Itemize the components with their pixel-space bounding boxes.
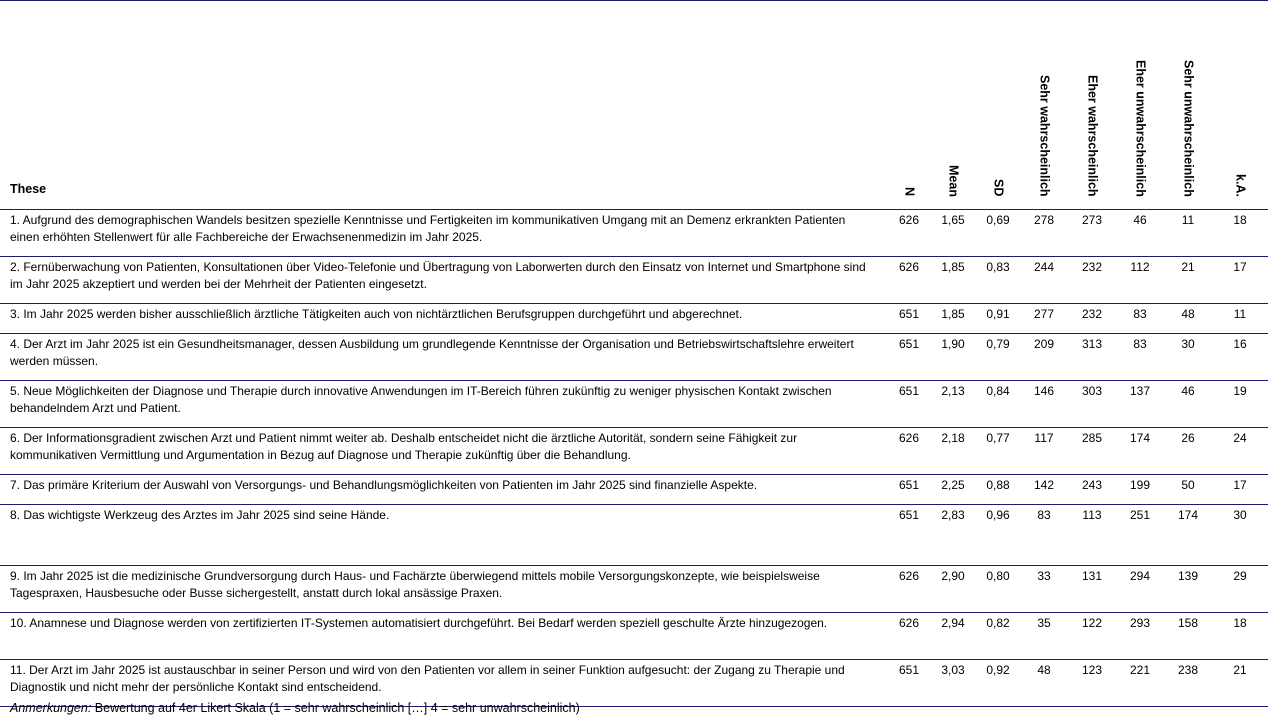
header-eher-wahrscheinlich bbox=[1068, 1, 1116, 210]
cell-sehr-unwahrscheinlich: 30 bbox=[1164, 334, 1212, 381]
cell-sehr-wahrscheinlich: 277 bbox=[1020, 304, 1068, 334]
cell-mean: 1,90 bbox=[930, 334, 976, 381]
header-these: These bbox=[0, 1, 888, 210]
cell-eher-wahrscheinlich: 123 bbox=[1068, 660, 1116, 707]
cell-eher-unwahrscheinlich: 251 bbox=[1116, 505, 1164, 566]
cell-sd: 0,88 bbox=[976, 475, 1020, 505]
cell-sehr-unwahrscheinlich: 238 bbox=[1164, 660, 1212, 707]
table-row bbox=[0, 475, 1268, 505]
cell-sehr-wahrscheinlich: 83 bbox=[1020, 505, 1068, 566]
cell-sehr-unwahrscheinlich: 139 bbox=[1164, 566, 1212, 613]
cell-sehr-unwahrscheinlich: 11 bbox=[1164, 210, 1212, 257]
cell-ka: 18 bbox=[1212, 210, 1268, 257]
cell-ka: 30 bbox=[1212, 505, 1268, 566]
cell-mean: 2,83 bbox=[930, 505, 976, 566]
cell-mean: 2,13 bbox=[930, 381, 976, 428]
header-eher-unwahrscheinlich bbox=[1116, 1, 1164, 210]
cell-sd: 0,69 bbox=[976, 210, 1020, 257]
cell-mean: 3,03 bbox=[930, 660, 976, 707]
cell-eher-unwahrscheinlich: 112 bbox=[1116, 257, 1164, 304]
table-header-row bbox=[0, 1, 1268, 210]
cell-eher-unwahrscheinlich: 293 bbox=[1116, 613, 1164, 660]
cell-n: 651 bbox=[888, 475, 930, 505]
table-row bbox=[0, 428, 1268, 475]
table-row bbox=[0, 505, 1268, 566]
cell-eher-unwahrscheinlich: 83 bbox=[1116, 304, 1164, 334]
cell-sehr-wahrscheinlich: 48 bbox=[1020, 660, 1068, 707]
cell-ka: 17 bbox=[1212, 475, 1268, 505]
cell-eher-wahrscheinlich: 303 bbox=[1068, 381, 1116, 428]
table-row bbox=[0, 210, 1268, 257]
cell-sehr-unwahrscheinlich: 21 bbox=[1164, 257, 1212, 304]
cell-eher-wahrscheinlich: 131 bbox=[1068, 566, 1116, 613]
table-row bbox=[0, 660, 1268, 707]
cell-n: 651 bbox=[888, 660, 930, 707]
table-row bbox=[0, 381, 1268, 428]
these-text: 6. Der Informationsgradient zwischen Arzt und Patient nimmt weiter ab. Deshalb entscheidet nicht die ärztliche Autorität, sondern seine Fähigkeit zur kommunikativen Vermittlung und Argumentation in Bezug auf Diagnose und Therapie zukünftig über die Behandlung. bbox=[0, 428, 888, 475]
cell-mean: 2,18 bbox=[930, 428, 976, 475]
cell-sd: 0,96 bbox=[976, 505, 1020, 566]
cell-eher-wahrscheinlich: 273 bbox=[1068, 210, 1116, 257]
header-sd-label: SD bbox=[991, 179, 1006, 197]
cell-mean: 2,94 bbox=[930, 613, 976, 660]
cell-mean: 2,25 bbox=[930, 475, 976, 505]
these-text: 10. Anamnese und Diagnose werden von zertifizierten IT-Systemen automatisiert durchgeführt. Bei Bedarf werden speziell geschulte Ärzte hinzugezogen. bbox=[0, 613, 888, 660]
cell-n: 626 bbox=[888, 210, 930, 257]
cell-sd: 0,84 bbox=[976, 381, 1020, 428]
cell-n: 626 bbox=[888, 257, 930, 304]
cell-ka: 29 bbox=[1212, 566, 1268, 613]
header-sehr-wahrscheinlich-label: Sehr wahrscheinlich bbox=[1037, 74, 1052, 197]
cell-eher-wahrscheinlich: 243 bbox=[1068, 475, 1116, 505]
these-text: 8. Das wichtigste Werkzeug des Arztes im Jahr 2025 sind seine Hände. bbox=[0, 505, 888, 566]
cell-eher-unwahrscheinlich: 46 bbox=[1116, 210, 1164, 257]
header-sehr-wahrscheinlich bbox=[1020, 1, 1068, 210]
cell-sehr-unwahrscheinlich: 158 bbox=[1164, 613, 1212, 660]
table-row bbox=[0, 566, 1268, 613]
cell-sd: 0,82 bbox=[976, 613, 1020, 660]
cell-ka: 18 bbox=[1212, 613, 1268, 660]
header-n-label: N bbox=[902, 187, 917, 197]
cell-eher-unwahrscheinlich: 221 bbox=[1116, 660, 1164, 707]
cell-n: 651 bbox=[888, 334, 930, 381]
cell-eher-wahrscheinlich: 113 bbox=[1068, 505, 1116, 566]
header-ka-label: k.A. bbox=[1233, 173, 1248, 197]
cell-sd: 0,79 bbox=[976, 334, 1020, 381]
cell-mean: 2,90 bbox=[930, 566, 976, 613]
table-row bbox=[0, 613, 1268, 660]
these-text: 9. Im Jahr 2025 ist die medizinische Grundversorgung durch Haus- und Fachärzte überwiegend mittels mobile Versorgungskonzepte, wie beispielsweise Tagespraxen, Hausbesuche oder Busse sichergestellt, anstatt durch lokal ansässige Praxen. bbox=[0, 566, 888, 613]
header-eher-unwahrscheinlich-label: Eher unwahrscheinlich bbox=[1133, 59, 1148, 197]
cell-mean: 1,85 bbox=[930, 257, 976, 304]
cell-sd: 0,83 bbox=[976, 257, 1020, 304]
header-n bbox=[888, 1, 930, 210]
cell-sehr-wahrscheinlich: 146 bbox=[1020, 381, 1068, 428]
cell-eher-unwahrscheinlich: 83 bbox=[1116, 334, 1164, 381]
cell-sehr-unwahrscheinlich: 50 bbox=[1164, 475, 1212, 505]
cell-eher-wahrscheinlich: 122 bbox=[1068, 613, 1116, 660]
header-mean-label: Mean bbox=[946, 164, 961, 197]
cell-mean: 1,65 bbox=[930, 210, 976, 257]
footnote-text: Bewertung auf 4er Likert Skala (1 = sehr wahrscheinlich […] 4 = sehr unwahrscheinlich) bbox=[91, 701, 580, 715]
header-sehr-unwahrscheinlich bbox=[1164, 1, 1212, 210]
cell-sehr-unwahrscheinlich: 48 bbox=[1164, 304, 1212, 334]
cell-n: 651 bbox=[888, 304, 930, 334]
cell-ka: 11 bbox=[1212, 304, 1268, 334]
cell-ka: 17 bbox=[1212, 257, 1268, 304]
these-text: 4. Der Arzt im Jahr 2025 ist ein Gesundheitsmanager, dessen Ausbildung um grundlegende Kenntnisse der Organisation und Betriebswirtschaftslehre erweitert werden müssen. bbox=[0, 334, 888, 381]
cell-sehr-wahrscheinlich: 33 bbox=[1020, 566, 1068, 613]
these-text: 3. Im Jahr 2025 werden bisher ausschließlich ärztliche Tätigkeiten auch von nichtärztlichen Berufsgruppen durchgeführt und abgerechnet. bbox=[0, 304, 888, 334]
cell-sehr-wahrscheinlich: 117 bbox=[1020, 428, 1068, 475]
header-sd bbox=[976, 1, 1020, 210]
cell-eher-unwahrscheinlich: 199 bbox=[1116, 475, 1164, 505]
cell-sehr-unwahrscheinlich: 174 bbox=[1164, 505, 1212, 566]
cell-sd: 0,91 bbox=[976, 304, 1020, 334]
cell-mean: 1,85 bbox=[930, 304, 976, 334]
cell-sehr-unwahrscheinlich: 26 bbox=[1164, 428, 1212, 475]
cell-eher-wahrscheinlich: 232 bbox=[1068, 304, 1116, 334]
cell-ka: 19 bbox=[1212, 381, 1268, 428]
cell-sehr-wahrscheinlich: 142 bbox=[1020, 475, 1068, 505]
these-text: 7. Das primäre Kriterium der Auswahl von Versorgungs- und Behandlungsmöglichkeiten von Patienten im Jahr 2025 sind finanzielle Aspekte. bbox=[0, 475, 888, 505]
cell-ka: 21 bbox=[1212, 660, 1268, 707]
these-text: 11. Der Arzt im Jahr 2025 ist austauschbar in seiner Person und wird von den Patienten vor allem in seiner Funktion aufgesucht: der Zugang zu Therapie und Diagnostik und nicht mehr der persönliche Kontakt sind entscheidend. bbox=[0, 660, 888, 707]
header-mean bbox=[930, 1, 976, 210]
footnote-label: Anmerkungen: bbox=[10, 701, 92, 715]
cell-sd: 0,77 bbox=[976, 428, 1020, 475]
cell-sehr-wahrscheinlich: 35 bbox=[1020, 613, 1068, 660]
cell-n: 626 bbox=[888, 428, 930, 475]
cell-eher-unwahrscheinlich: 294 bbox=[1116, 566, 1164, 613]
cell-sehr-wahrscheinlich: 244 bbox=[1020, 257, 1068, 304]
header-eher-wahrscheinlich-label: Eher wahrscheinlich bbox=[1085, 74, 1100, 197]
cell-eher-wahrscheinlich: 285 bbox=[1068, 428, 1116, 475]
these-text: 5. Neue Möglichkeiten der Diagnose und Therapie durch innovative Anwendungen im IT-Bereich führen zukünftig zu weniger physischen Kontakt zwischen behandelndem Arzt und Patient. bbox=[0, 381, 888, 428]
table-row bbox=[0, 257, 1268, 304]
cell-n: 626 bbox=[888, 613, 930, 660]
cell-sehr-wahrscheinlich: 278 bbox=[1020, 210, 1068, 257]
these-text: 2. Fernüberwachung von Patienten, Konsultationen über Video-Telefonie und Übertragung von Laborwerten durch den Einsatz von Internet und Smartphone sind im Jahr 2025 akzeptiert und werden bei der Mehrheit der Patienten eingesetzt. bbox=[0, 257, 888, 304]
cell-eher-unwahrscheinlich: 174 bbox=[1116, 428, 1164, 475]
cell-n: 651 bbox=[888, 381, 930, 428]
table-row bbox=[0, 304, 1268, 334]
these-text: 1. Aufgrund des demographischen Wandels besitzen spezielle Kenntnisse und Fertigkeiten im kommunikativen Umgang mit an Demenz erkrankten Patienten einen erhöhten Stellenwert für alle Fachbereiche der Erwachsenenmedizin im Jahr 2025. bbox=[0, 210, 888, 257]
cell-sehr-wahrscheinlich: 209 bbox=[1020, 334, 1068, 381]
cell-ka: 24 bbox=[1212, 428, 1268, 475]
cell-sd: 0,80 bbox=[976, 566, 1020, 613]
cell-ka: 16 bbox=[1212, 334, 1268, 381]
header-ka bbox=[1212, 1, 1268, 210]
cell-sd: 0,92 bbox=[976, 660, 1020, 707]
cell-n: 626 bbox=[888, 566, 930, 613]
table-footnote bbox=[10, 701, 580, 715]
table-row bbox=[0, 334, 1268, 381]
cell-n: 651 bbox=[888, 505, 930, 566]
header-sehr-unwahrscheinlich-label: Sehr unwahrscheinlich bbox=[1181, 59, 1196, 197]
cell-eher-unwahrscheinlich: 137 bbox=[1116, 381, 1164, 428]
cell-eher-wahrscheinlich: 232 bbox=[1068, 257, 1116, 304]
cell-sehr-unwahrscheinlich: 46 bbox=[1164, 381, 1212, 428]
cell-eher-wahrscheinlich: 313 bbox=[1068, 334, 1116, 381]
